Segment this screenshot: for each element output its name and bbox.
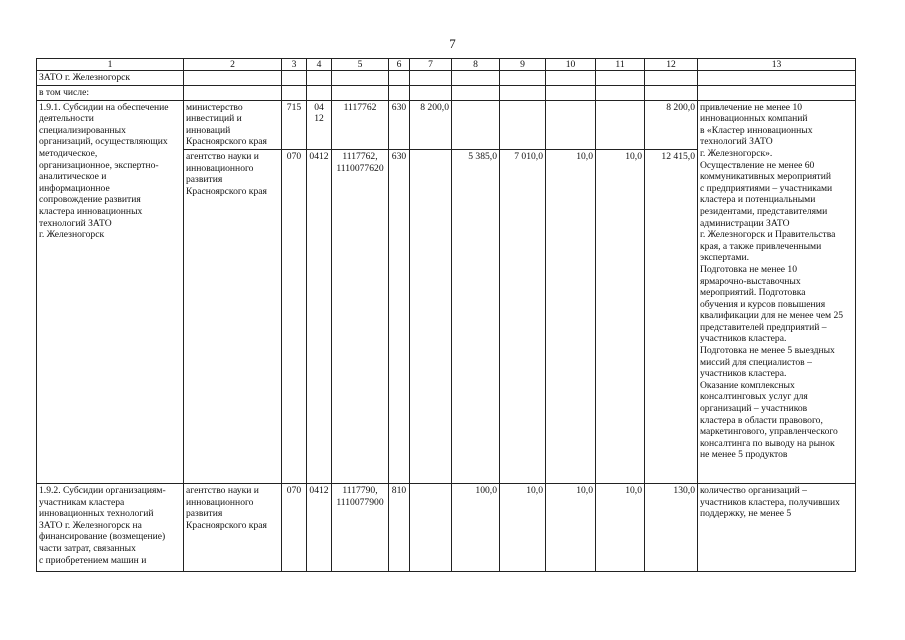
header-row xyxy=(37,59,856,71)
item-192-c12: 130,0 xyxy=(645,483,698,571)
header-cell: 1 xyxy=(37,59,184,71)
header-cell: 13 xyxy=(698,59,856,71)
budget-table xyxy=(36,58,856,572)
item-191-a-c12: 8 200,0 xyxy=(645,100,698,149)
item-192-c7 xyxy=(410,483,452,571)
header-cell: 2 xyxy=(184,59,282,71)
header-cell: 6 xyxy=(389,59,410,71)
item-191-a-c10 xyxy=(546,100,596,149)
header-cell: 7 xyxy=(410,59,452,71)
item-191-a-c7: 8 200,0 xyxy=(410,100,452,149)
header-cell: 3 xyxy=(282,59,307,71)
item-191-b-c5: 1117762, 1110077620 xyxy=(332,149,389,483)
item-192-c5: 1117790, 1110077900 xyxy=(332,483,389,571)
item-191-b-c10: 10,0 xyxy=(546,149,596,483)
item-191-b-c11: 10,0 xyxy=(596,149,645,483)
item-192-name: 1.9.2. Субсидии организациям- участникам кластера инновационных технологий ЗАТО г. Железногорск на финансирование (возмещение) части затрат, связанных с приобретением машин и xyxy=(37,483,184,571)
item-191-a-c3: 715 xyxy=(282,100,307,149)
item-192-c6: 810 xyxy=(389,483,410,571)
item-191-b-c6: 630 xyxy=(389,149,410,483)
header-cell: 11 xyxy=(596,59,645,71)
item-192-row xyxy=(37,483,856,571)
item-192-c9: 10,0 xyxy=(500,483,546,571)
item-192-c11: 10,0 xyxy=(596,483,645,571)
header-cell: 10 xyxy=(546,59,596,71)
vtom-row xyxy=(37,86,856,101)
item-191-b-c8: 5 385,0 xyxy=(452,149,500,483)
header-cell: 4 xyxy=(307,59,332,71)
item-192-executor: агентство науки и инновационного развития Красноярского края xyxy=(184,483,282,571)
item-191-b-c9: 7 010,0 xyxy=(500,149,546,483)
item-191-a-c11 xyxy=(596,100,645,149)
item-191-b-c7 xyxy=(410,149,452,483)
header-cell: 5 xyxy=(332,59,389,71)
page-number: 7 xyxy=(449,36,456,51)
item-191-executor-a: министерство инвестиций и инноваций Красноярского края xyxy=(184,100,282,149)
header-cell: 9 xyxy=(500,59,546,71)
item-191-b-c4: 0412 xyxy=(307,149,332,483)
item-192-c4: 0412 xyxy=(307,483,332,571)
item-191-a-c5: 1117762 xyxy=(332,100,389,149)
item-191-a-c4: 04 12 xyxy=(307,100,332,149)
item-192-c8: 100,0 xyxy=(452,483,500,571)
header-cell: 12 xyxy=(645,59,698,71)
item-191-b-c12: 12 415,0 xyxy=(645,149,698,483)
zato-row xyxy=(37,71,856,86)
item-191-a-c8 xyxy=(452,100,500,149)
item-191-result: привлечение не менее 10 инновационных компаний в «Кластер инновационных технологий ЗАТО г. Железногорск». Осуществление не менее 60 коммуникативных мероприятий с предприятиями – участниками кластера и потенциальными резидентами, представителями администрации ЗАТО г. Железногорск и Правительства края, а также привлеченными экспертами. Подготовка не менее 10 ярмарочно-выставочных мероприятий. Подготовка обучения и курсов повышения квалификации для не менее чем 25 представителей предприятий – участников кластера. Подготовка не менее 5 выездных миссий для специалистов – участников кластера. Оказание комплексных консалтинговых услуг для организаций – участников кластера в области правового, маркетингового, управленческого консалтинга по выводу на рынок не менее 5 продуктов xyxy=(698,100,856,483)
item-192-c10: 10,0 xyxy=(546,483,596,571)
item-191-row-a xyxy=(37,100,856,149)
zato-label: ЗАТО г. Железногорск xyxy=(37,71,184,86)
vtom-label: в том числе: xyxy=(37,86,184,101)
item-191-name: 1.9.1. Субсидии на обеспечение деятельности специализированных организаций, осуществляющих методическое, организационное, экспертно- аналитическое и информационное сопровождение развития кластера инновационных технологий ЗАТО г. Железногорск xyxy=(37,100,184,483)
header-cell: 8 xyxy=(452,59,500,71)
item-191-executor-b: агентство науки и инновационного развития Красноярского края xyxy=(184,149,282,483)
item-192-c3: 070 xyxy=(282,483,307,571)
item-192-result: количество организаций – участников кластера, получивших поддержку, не менее 5 xyxy=(698,483,856,571)
item-191-a-c9 xyxy=(500,100,546,149)
item-191-a-c6: 630 xyxy=(389,100,410,149)
item-191-b-c3: 070 xyxy=(282,149,307,483)
